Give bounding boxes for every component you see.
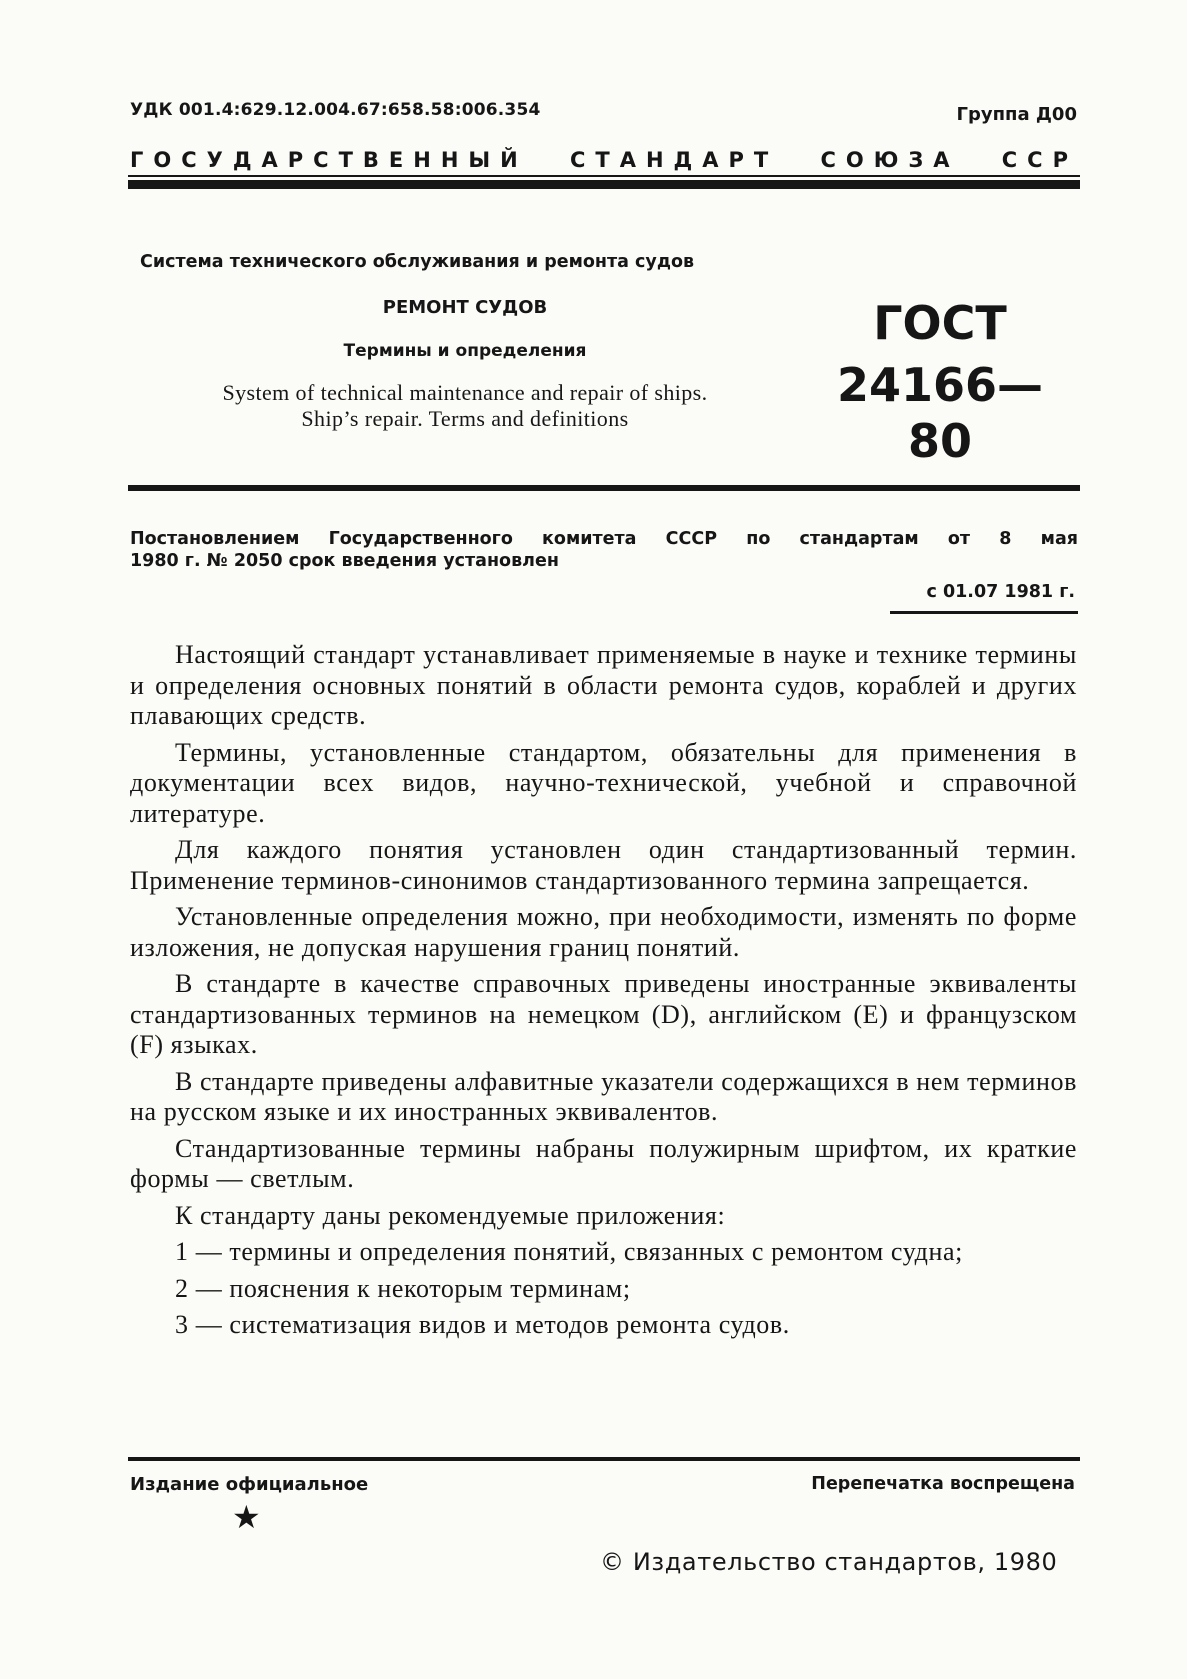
heading-word: ГОСУДАРСТВЕННЫЙ <box>130 148 528 172</box>
gost-number: 24166—80 <box>836 358 1044 468</box>
body-text <box>130 640 1077 1347</box>
repair-title: РЕМОНТ СУДОВ <box>382 297 548 318</box>
top-rule-thin <box>128 175 1080 177</box>
copyright: © Издательство стандартов, 1980 <box>600 1548 1058 1576</box>
system-title-en <box>140 380 790 432</box>
paragraph: Установленные определения можно, при необходимости, изменять по форме изложения, не допуская нарушения границ понятий. <box>130 902 1077 962</box>
system-title-ru: Система технического обслуживания и ремонта судов <box>140 252 695 272</box>
paragraph: Термины, установленные стандартом, обязательны для применения в документации всех видов, научно-технической, учебной и справочной литературе. <box>130 737 1077 828</box>
terms-subtitle: Термины и определения <box>343 341 587 361</box>
middle-rule <box>128 485 1080 491</box>
appendix-item: 3 — систематизация видов и методов ремонта судов. <box>175 1310 790 1339</box>
heading-word: СОЮЗА <box>820 148 960 172</box>
bottom-rule <box>128 1457 1080 1461</box>
paragraph: Для каждого понятия установлен один стандартизованный термин. Применение терминов-синонимов стандартизованного термина запрещается. <box>130 835 1077 895</box>
effective-date-underline <box>890 611 1078 614</box>
decree-line-2: 1980 г. № 2050 срок введения установлен <box>130 551 559 571</box>
gost-designation <box>810 295 1070 469</box>
appendix-item: 2 — пояснения к некоторым терминам; <box>175 1273 631 1303</box>
paragraph: В стандарте в качестве справочных приведены иностранные эквиваленты стандартизованных терминов на немецком (D), английском (E) и французском (F) языках. <box>130 969 1077 1059</box>
top-rule <box>128 180 1080 189</box>
title-en-line: System of technical maintenance and repair of ships. <box>222 380 708 405</box>
title-en-line: Ship’s repair. Terms and definitions <box>301 406 629 431</box>
paragraph: Стандартизованные термины набраны полужирным шрифтом, их краткие формы — светлым. <box>130 1133 1077 1193</box>
paragraph: В стандарте приведены алфавитные указатели содержащихся в нем терминов на русском языке и их иностранных эквивалентов. <box>130 1066 1077 1126</box>
appendix-item: 1 — термины и определения понятий, связанных с ремонтом судна; <box>175 1237 963 1266</box>
decree-line-1: Постановлением Государственного комитета СССР по стандартам от 8 мая <box>130 529 1078 549</box>
heading-word: СТАНДАРТ <box>569 148 779 172</box>
effective-date: с 01.07 1981 г. <box>926 582 1075 602</box>
group-code: Группа Д00 <box>956 104 1077 125</box>
udk-code: УДК 001.4:629.12.004.67:658.58:006.354 <box>130 100 541 120</box>
gost-label: ГОСТ <box>873 296 1007 350</box>
state-standard-heading <box>130 148 1078 172</box>
reprint-prohibited: Перепечатка воспрещена <box>811 1474 1075 1494</box>
paragraph: К стандарту даны рекомендуемые приложения: <box>175 1200 726 1230</box>
official-edition: Издание официальное <box>130 1474 369 1495</box>
paragraph: Настоящий стандарт устанавливает применяемые в науке и технике термины и определения основных понятий в области ремонта судов, кораблей и других плавающих средств. <box>130 640 1077 730</box>
heading-word: ССР <box>1001 148 1078 172</box>
star-icon: ★ <box>232 1498 261 1536</box>
